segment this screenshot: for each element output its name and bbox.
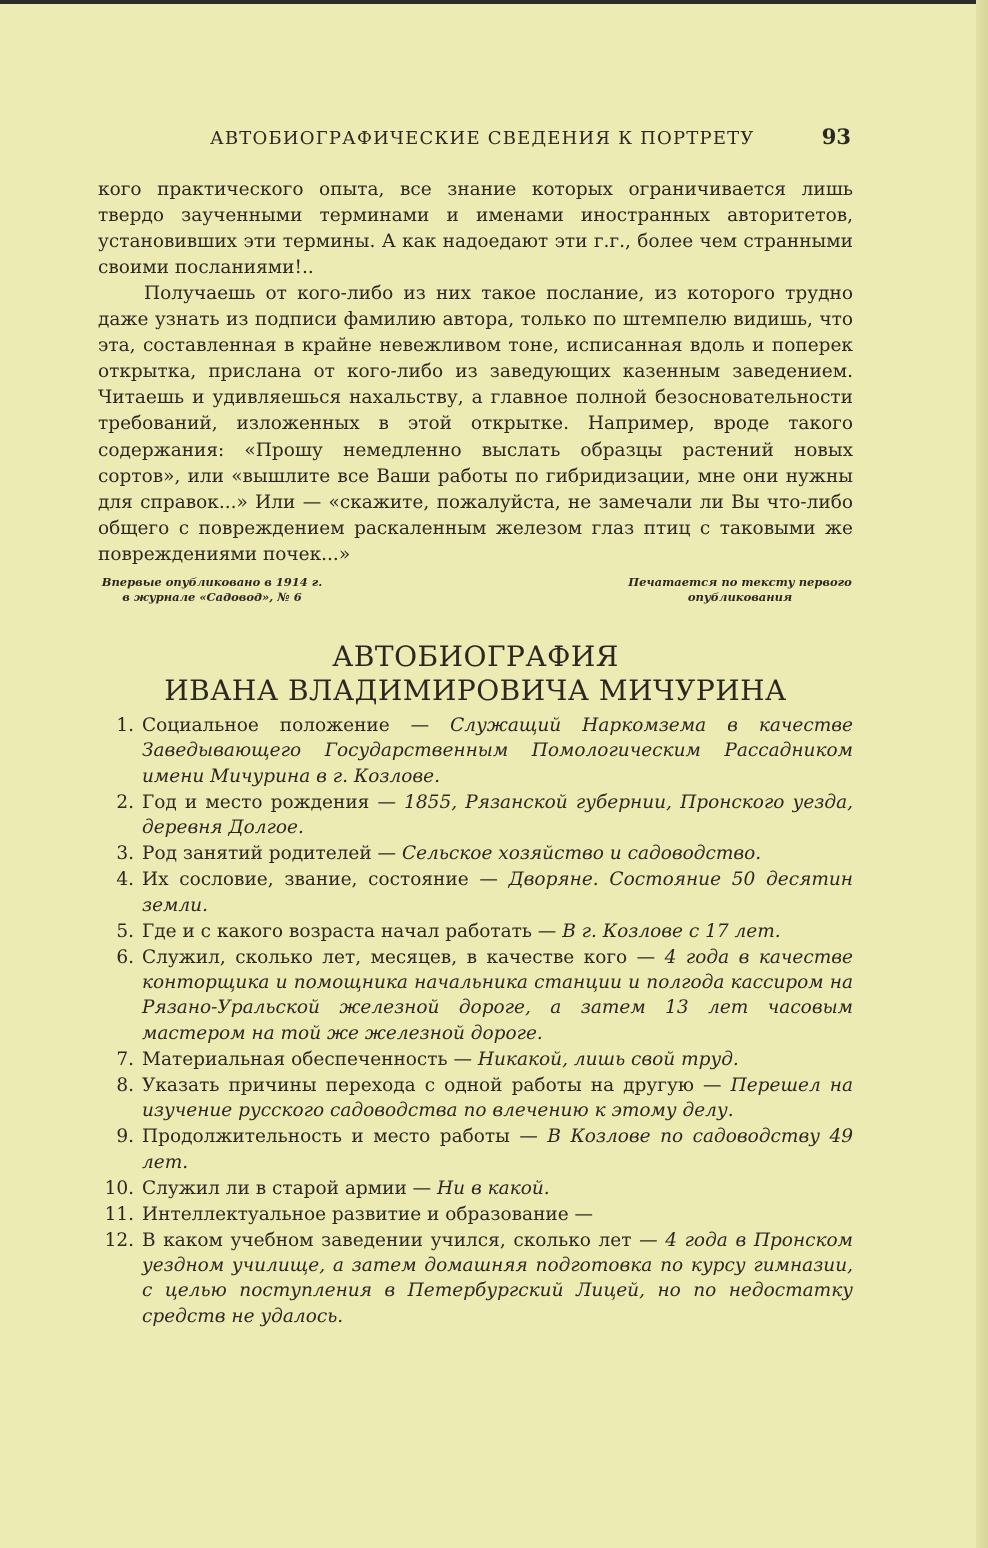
item-number: 11.	[104, 1203, 134, 1225]
list-item	[98, 841, 853, 866]
publication-note-line-2: в журнале «Садовод», № 6	[122, 590, 302, 604]
item-answer: В г. Козлове с 17 лет.	[562, 920, 781, 942]
source-note	[610, 575, 870, 605]
list-item	[98, 790, 853, 841]
source-note-line-2: опубликования	[687, 590, 793, 604]
publication-note-line-1: Впервые опубликовано в 1914 г.	[101, 575, 323, 589]
page-number: 93	[821, 124, 851, 149]
list-item	[98, 919, 853, 944]
section-title-line-2: ИВАНА ВЛАДИМИРОВИЧА МИЧУРИНА	[164, 674, 787, 707]
item-question: Служил ли в старой армии —	[142, 1177, 438, 1199]
page-right-edge	[976, 0, 988, 1548]
publication-note	[92, 575, 332, 605]
item-answer: Перешел на изучение русского садоводства по влечению к этому делу.	[142, 1074, 853, 1122]
item-answer: Никакой, лишь свой труд.	[477, 1048, 739, 1070]
item-question: Род занятий родителей —	[142, 843, 402, 865]
item-number: 10.	[104, 1177, 134, 1199]
list-item	[98, 945, 853, 1047]
item-question: Их сословие, звание, состояние —	[142, 869, 509, 891]
page-header	[98, 124, 853, 154]
list-item	[98, 1228, 853, 1330]
item-number: 12.	[104, 1229, 134, 1251]
questionnaire-list	[98, 713, 853, 1330]
item-number: 7.	[116, 1048, 134, 1070]
item-question: Служил, сколько лет, месяцев, в качестве кого —	[142, 946, 665, 968]
item-answer: 4 года в качестве конторщика и помощника начальника станции и полгода кассиром на Рязано-Уральской железной дороге, а затем 13 лет часовым мастером на той же железной дороге.	[142, 946, 853, 1044]
source-note-line-1: Печатается по тексту первого	[628, 575, 852, 589]
item-answer: Ни в какой.	[437, 1177, 550, 1199]
item-question: В каком учебном заведении учился, сколько лет —	[142, 1229, 666, 1251]
item-question: Год и место рождения —	[142, 791, 405, 813]
list-item	[98, 1202, 853, 1227]
item-question: Где и с какого возраста начал работать —	[142, 920, 563, 942]
list-item	[98, 1176, 853, 1201]
list-item	[98, 713, 853, 789]
item-number: 4.	[116, 869, 134, 891]
item-number: 6.	[116, 946, 134, 968]
item-question: Социальное положение —	[142, 715, 451, 736]
item-answer: В Козлове по садоводству 49 лет.	[142, 1126, 853, 1173]
item-number: 2.	[116, 791, 134, 813]
running-title: АВТОБИОГРАФИЧЕСКИЕ СВЕДЕНИЯ К ПОРТРЕТУ	[210, 128, 755, 149]
item-answer: 4 года в Пронском уездном училище, а затем домашняя подготовка по курсу гимназии, с целью поступления в Петербургский Лицей, но по недостатку средств не удалось.	[142, 1229, 854, 1327]
item-answer: Сельское хозяйство и садоводство.	[401, 843, 762, 865]
item-question: Интеллектуальное развитие и образование —	[142, 1203, 594, 1225]
list-item	[98, 1047, 853, 1072]
top-edge-line	[0, 0, 988, 4]
item-number: 5.	[116, 920, 134, 942]
list-item	[98, 1073, 853, 1124]
list-item	[98, 867, 853, 918]
item-answer: Дворяне. Состояние 50 десятин земли.	[142, 869, 853, 916]
paragraph-2: Получаешь от кого-либо из них такое послание, из которого трудно даже узнать из подписи фамилию автора, только по штемпелю видишь, что эта, составленная в крайне невежливом тоне, исписанная вдоль и поперек открытка, прислана от кого-либо из заведующих казенным заведением. Читаешь и удивляешься нахальству, а главное полной безосновательности требований, изложенных в этой открытке. Например, вроде такого содержания: «Прошу немедленно выслать образцы растений новых сортов», или «вышлите все Ваши работы по гибридизации, мне они нужны для справок...» Или — «скажите, пожалуйста, не замечали ли Вы что-либо общего с повреждением раскаленным железом глаз птиц с таковыми же повреждениями почек...»	[98, 283, 853, 565]
item-answer: 1855, Рязанской губернии, Пронского уезда, деревня Долгое.	[142, 791, 853, 839]
item-number: 8.	[116, 1074, 134, 1096]
item-number: 9.	[116, 1126, 134, 1148]
item-question: Продолжительность и место работы —	[142, 1126, 548, 1148]
item-number: 1.	[116, 715, 134, 736]
item-answer: Служащий Наркомзема в качестве Заведывающего Государственным Помологическим Рассадником имени Мичурина в г. Козлове.	[142, 715, 853, 787]
list-item	[98, 1124, 853, 1175]
item-number: 3.	[116, 843, 134, 865]
item-question: Указать причины перехода с одной работы на другую —	[142, 1074, 731, 1096]
section-title-line-1: АВТОБИОГРАФИЯ	[332, 640, 619, 673]
item-question: Материальная обеспеченность —	[142, 1048, 478, 1070]
paragraph-1: кого практического опыта, все знание которых ограничивается лишь твердо заученными терминами и именами иностранных авторитетов, установивших эти термины. А как надоедают эти г.г., более чем странными своими посланиями!..	[98, 179, 853, 279]
